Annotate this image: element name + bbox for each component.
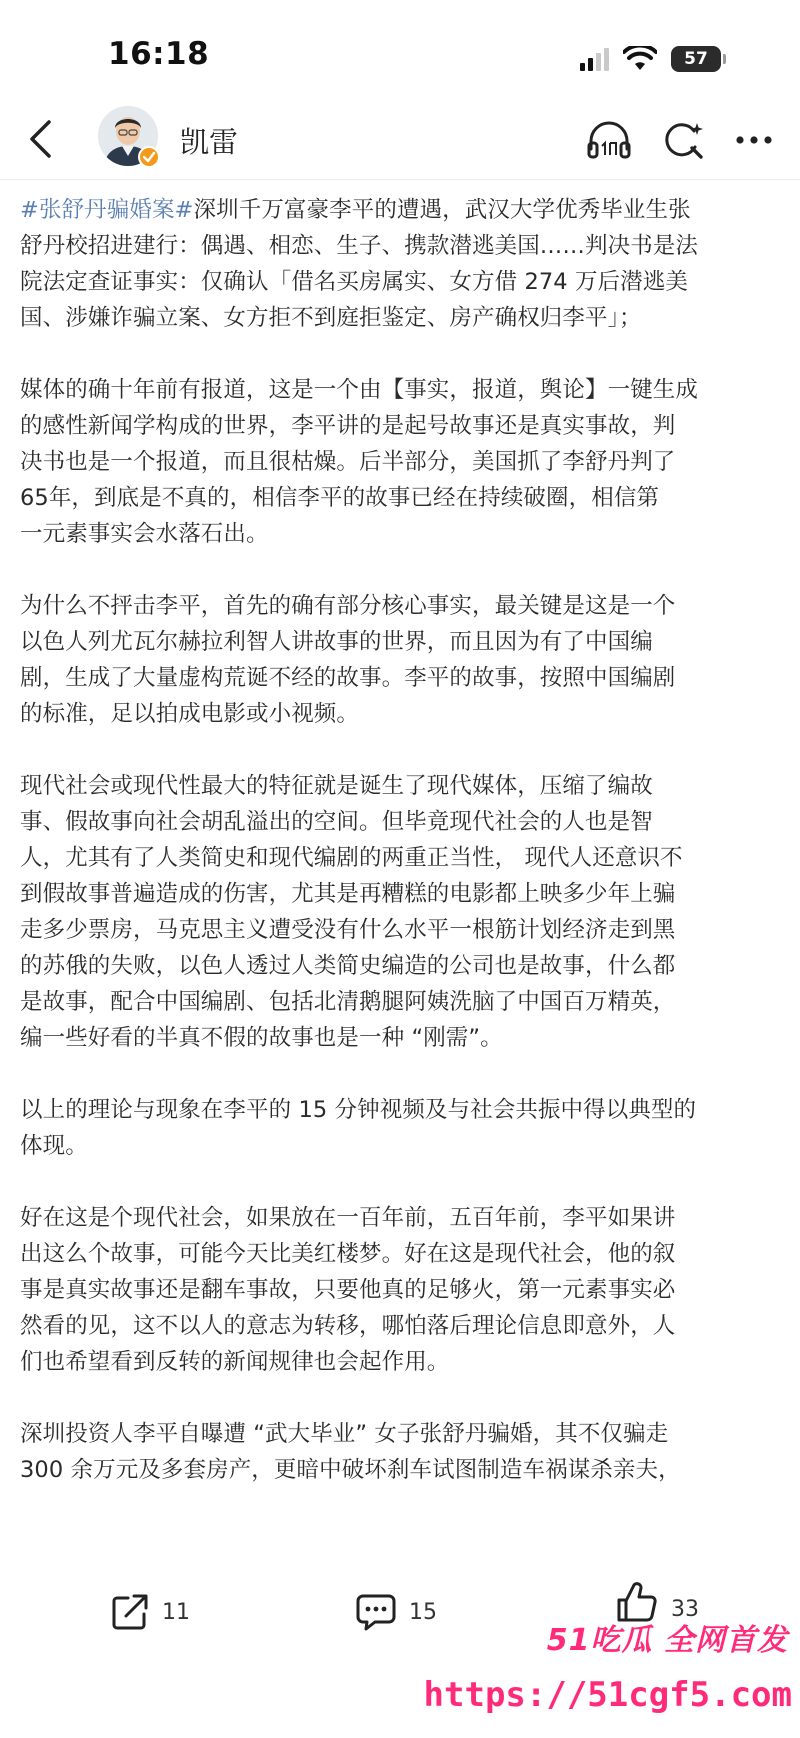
search-button[interactable] [660, 116, 708, 164]
share-count: 11 [162, 1599, 190, 1625]
post-body [20, 192, 780, 1547]
back-icon [27, 119, 53, 159]
status-bar [0, 0, 800, 110]
wifi-icon [623, 46, 657, 72]
like-count: 33 [671, 1596, 699, 1622]
paragraph-text: 深圳千万富豪李平的遭遇，武汉大学优秀毕业生张 舒丹校招进建行：偶遇、相恋、生子、携款潜逃美国……判决书是法 院法定查证事实：仅确认「借名买房属实、女方借 274 万后潜逃美 国、涉嫌诈骗立案、女方拒不到庭拒鉴定、房产确权归李平」； [20, 197, 699, 331]
post-paragraph: 以上的理论与现象在李平的 15 分钟视频及与社会共振中得以典型的 体现。 [20, 1097, 697, 1159]
post-paragraph: 好在这是个现代社会，如果放在一百年前，五百年前，李平如果讲 出这么个故事，可能今天比美红楼梦。好在这是现代社会，他的叙 事是真实故事还是翻车事故，只要他真的足够火，第一元素事实必 然看的见，这不以人的意志为转移，哪怕落后理论信息即意外，人 们也希望看到反转的新闻规律也会起作用。 [20, 1205, 676, 1375]
share-button[interactable] [110, 1592, 190, 1632]
status-time: 16:18 [108, 36, 210, 72]
back-button[interactable] [18, 114, 62, 164]
post-paragraph: 媒体的确十年前有报道，这是一个由【事实，报道，舆论】一键生成 的感性新闻学构成的世界，李平讲的是起号故事还是真实事故，判 决书也是一个报道，而且很枯燥。后半部分，美国抓了李舒丹判了 65年，到底是不真的，相信李平的故事已经在持续破圈，相信第 一元素事实会水落石出。 [20, 377, 699, 547]
post-paragraph: 现代社会或现代性最大的特征就是诞生了现代媒体，压缩了编故 事、假故事向社会胡乱溢出的空间。但毕竟现代社会的人也是智 人，尤其有了人类简史和现代编剧的两重正当性， 现代人还意识不 到假故事普遍造成的伤害，尤其是再糟糕的电影都上映多少年上骗 走多少票房，马克思主义遭受没有什么水平一根筋计划经济走到黑 的苏俄的失败，以色人透过人类简史编造的公司也是故事，什么都 是故事，配合中国编剧、包括北清鹅腿阿姨洗脑了中国百万精英， 编一些好看的半真不假的故事也是一种 “刚需”。 [20, 773, 683, 1051]
comment-count: 15 [409, 1599, 437, 1625]
nav-bar [0, 100, 800, 180]
signal-icon [580, 47, 609, 71]
listen-icon [586, 119, 632, 161]
comment-button[interactable] [355, 1592, 437, 1632]
battery-icon [671, 46, 726, 72]
share-icon [110, 1592, 150, 1632]
listen-button[interactable] [585, 116, 633, 164]
watermark-brand: 51吃瓜 全网首发 [546, 1623, 788, 1658]
more-icon [734, 134, 774, 146]
watermark-url: https://51cgf5.com [423, 1675, 792, 1715]
battery-level: 57 [671, 46, 721, 72]
post-paragraph: 深圳投资人李平自曝遭 “武大毕业” 女子张舒丹骗婚，其不仅骗走 300 余万元及多套房产，更暗中破坏刹车试图制造车祸谋杀亲夫， [20, 1421, 681, 1483]
more-button[interactable] [730, 116, 778, 164]
verified-badge-icon [138, 146, 160, 168]
comment-icon [355, 1592, 397, 1632]
author-name[interactable]: 凯雷 [180, 125, 239, 159]
post-paragraph [20, 192, 780, 336]
post-paragraph: 为什么不抨击李平，首先的确有部分核心事实，最关键是这是一个 以色人列尤瓦尔赫拉利智人讲故事的世界，而且因为有了中国编 剧，生成了大量虚构荒诞不经的故事。李平的故事，按照中国编剧 的标准，足以拍成电影或小视频。 [20, 593, 676, 727]
hashtag-link[interactable]: #张舒丹骗婚案# [20, 197, 194, 223]
status-icons [580, 44, 726, 74]
search-icon [663, 119, 705, 161]
